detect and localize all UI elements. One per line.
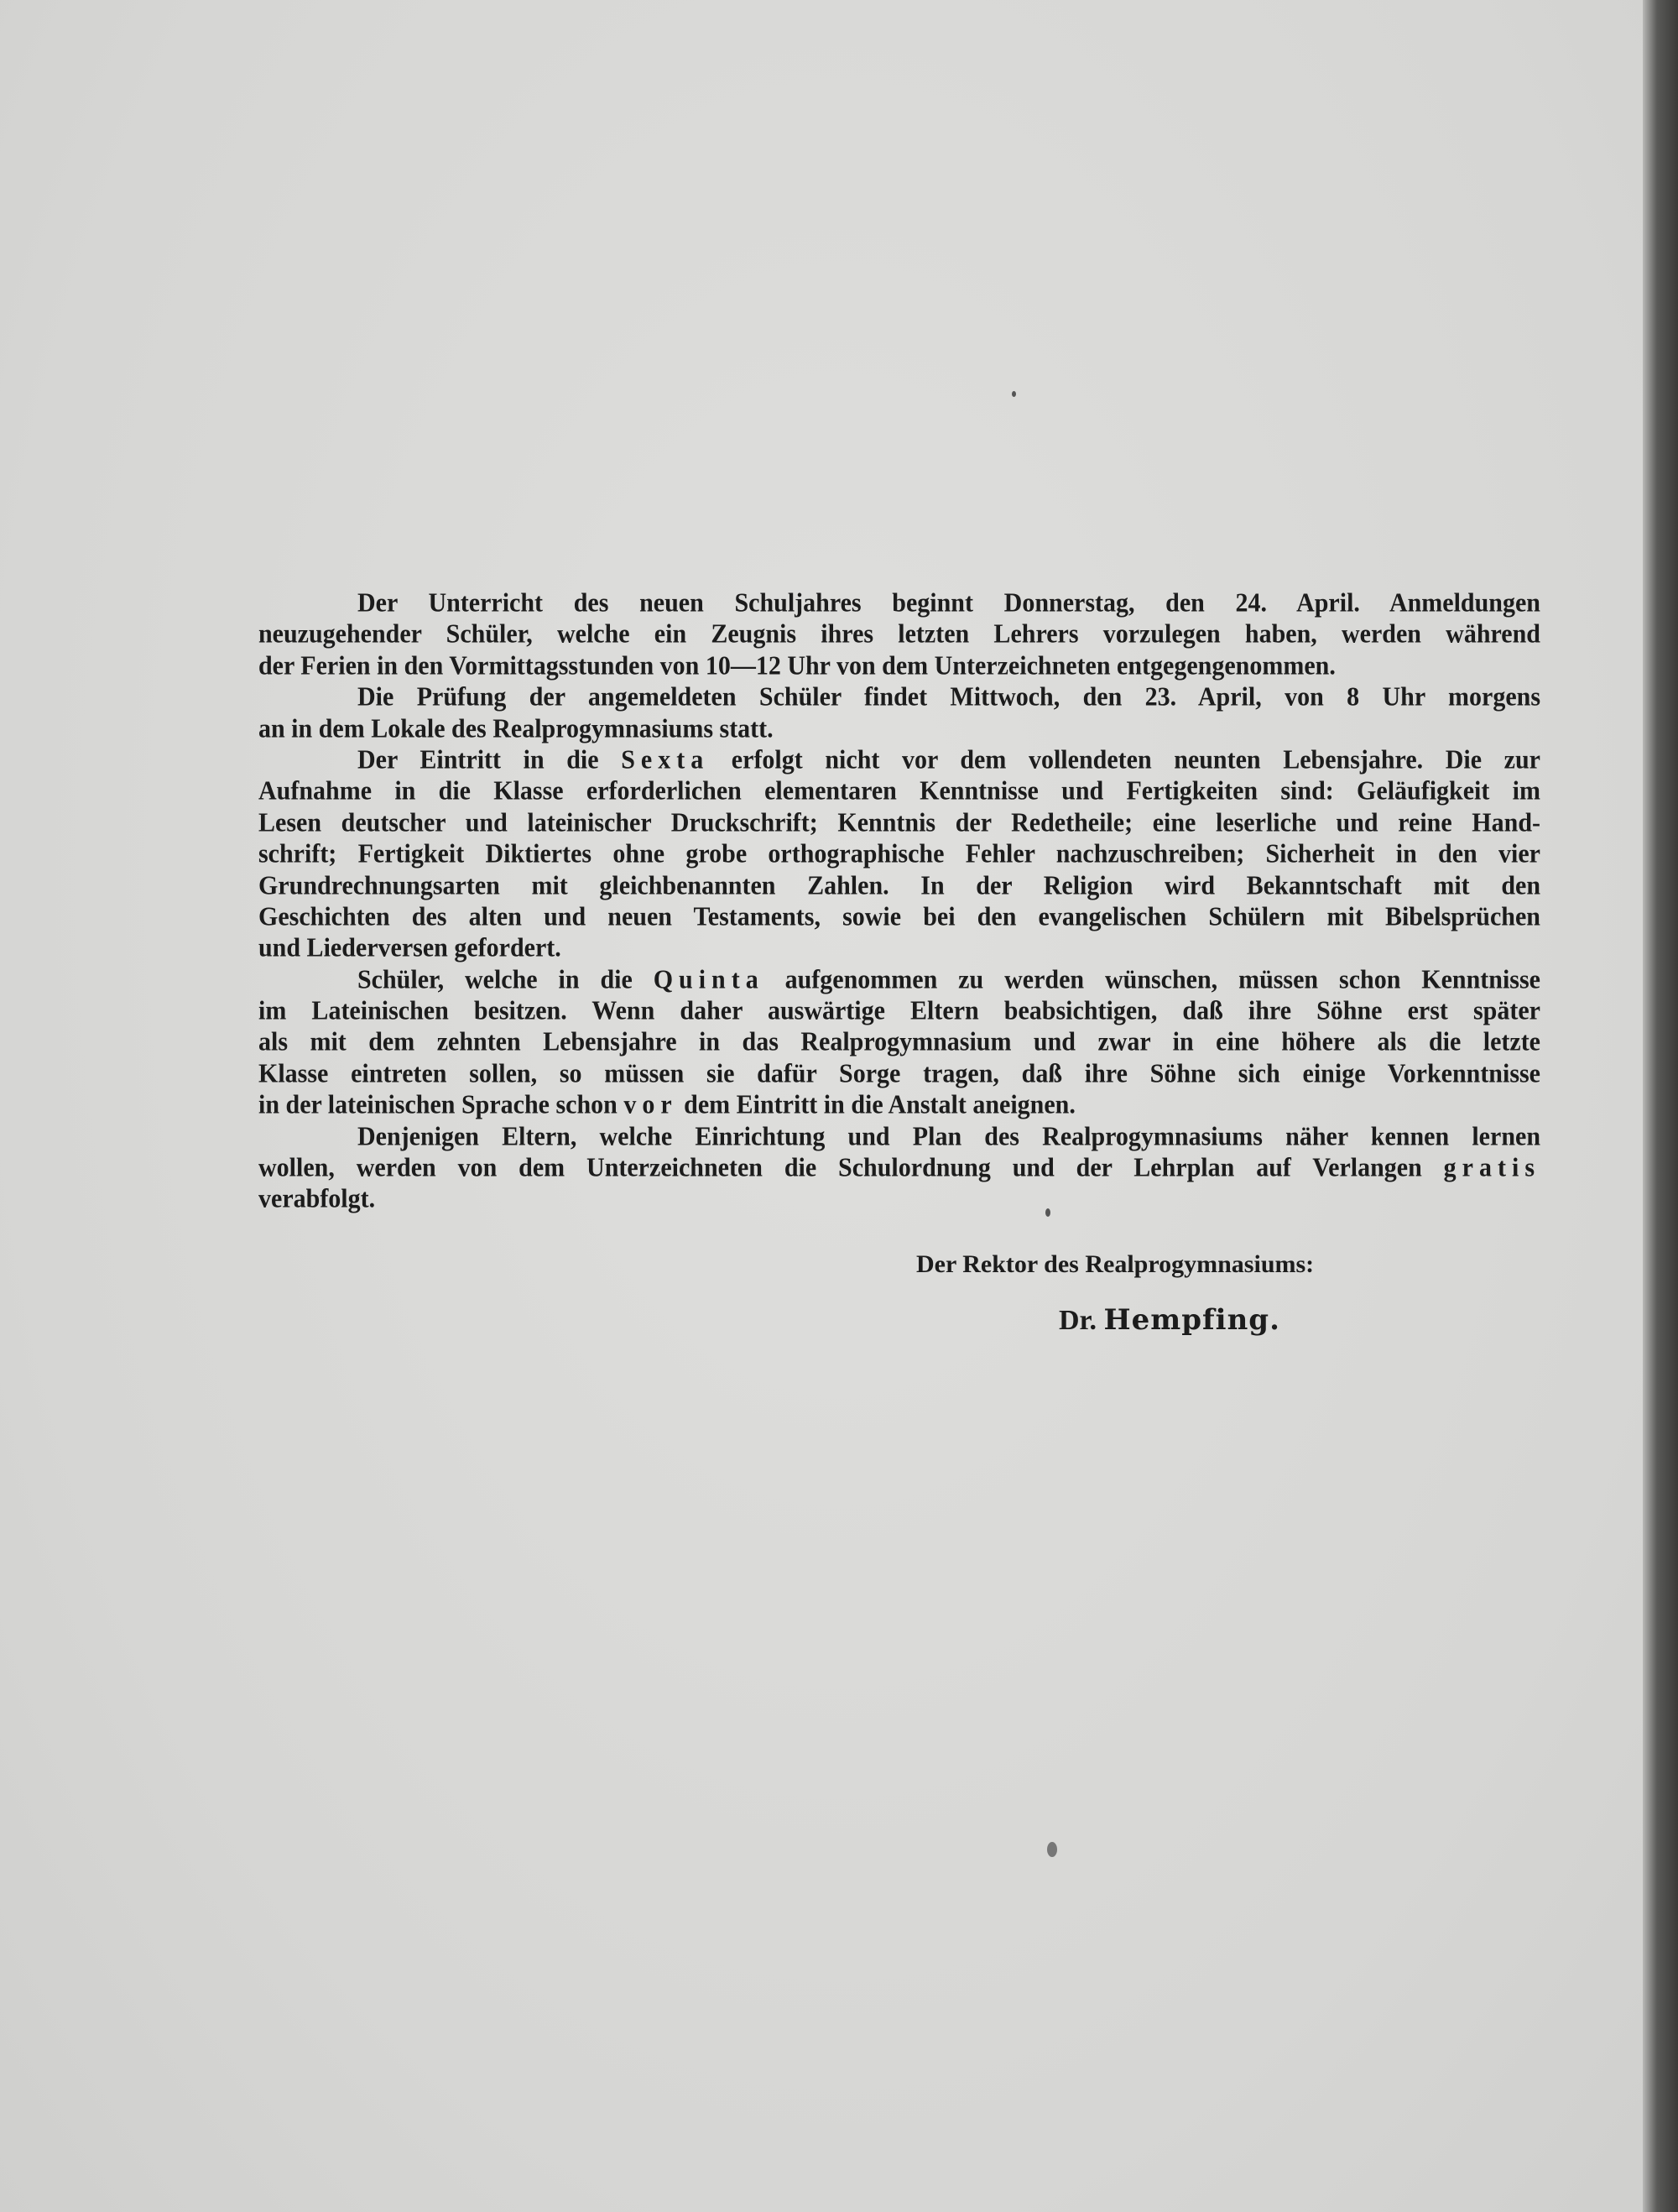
text-segment: Grundrechnungsarten mit gleichbenannten Zahlen. In der Religion wird Bekanntschaft mit den xyxy=(258,870,1540,900)
text-line xyxy=(258,837,1540,870)
text-line xyxy=(258,775,1540,807)
print-speck xyxy=(1047,1842,1057,1857)
document-body xyxy=(258,587,1540,1215)
text-segment: dem Eintritt in die Anstalt aneignen. xyxy=(677,1090,1076,1120)
text-line xyxy=(258,1182,1540,1215)
text-segment: im Lateinischen besitzen. Wenn daher auswärtige Eltern beabsichtigen, daß ihre Söhne erst später xyxy=(258,996,1540,1025)
text-segment: Geschichten des alten und neuen Testaments, sowie bei den evangelischen Schülern mit Bibelsprüchen xyxy=(258,902,1540,931)
emphasized-word: vor xyxy=(623,1090,678,1120)
text-segment: schrift; Fertigkeit Diktiertes ohne grobe orthographische Fehler nachzuschreiben; Sicherheit in den vier xyxy=(258,839,1540,869)
text-line xyxy=(258,618,1540,650)
text-segment: Die Prüfung der angemeldeten Schüler findet Mittwoch, den 23. April, von 8 Uhr morgens xyxy=(357,682,1540,712)
text-line xyxy=(258,806,1540,839)
text-line xyxy=(258,681,1540,713)
text-segment: Denjenigen Eltern, welche Einrichtung und Plan des Realprogymnasiums näher kennen lernen xyxy=(357,1121,1540,1151)
text-segment: wollen, werden von dem Unterzeichneten die Schulordnung und der Lehrplan auf Verlangen xyxy=(258,1153,1444,1182)
text-line xyxy=(258,650,1540,682)
text-segment: aufgenommen zu werden wünschen, müssen schon Kenntnisse xyxy=(763,964,1540,994)
text-line xyxy=(258,1057,1540,1090)
text-line xyxy=(258,1151,1540,1184)
text-segment: in der lateinischen Sprache schon xyxy=(258,1090,624,1120)
text-segment: verabfolgt. xyxy=(258,1184,376,1214)
signature-name xyxy=(1059,1303,1280,1337)
text-segment: und Liederversen gefordert. xyxy=(258,933,561,963)
text-line xyxy=(258,1120,1540,1153)
emphasized-word: Sexta xyxy=(621,745,710,775)
print-speck xyxy=(1012,391,1016,397)
text-line xyxy=(258,869,1540,902)
text-segment: Aufnahme in die Klasse erforderlichen elementaren Kenntnisse und Fertigkeiten sind: Geläufigkeit im xyxy=(258,776,1540,806)
text-segment: als mit dem zehnten Lebensjahre in das Realprogymnasium und zwar in eine höhere als die letzte xyxy=(258,1027,1540,1057)
text-line xyxy=(258,963,1540,996)
text-line xyxy=(258,900,1540,933)
text-line xyxy=(258,587,1540,619)
text-line xyxy=(258,994,1540,1027)
text-line xyxy=(258,743,1540,776)
signature-title: Der Rektor des Realprogymnasiums: xyxy=(916,1250,1315,1278)
signature-surname: Hempfing. xyxy=(1103,1303,1280,1337)
text-segment: der Ferien in den Vormittagsstunden von 10—12 Uhr von dem Unterzeichneten entgegengenommen. xyxy=(258,650,1336,681)
text-line xyxy=(258,1026,1540,1059)
text-segment: neuzugehender Schüler, welche ein Zeugnis ihres letzten Lehrers vorzulegen haben, werden während xyxy=(258,619,1540,650)
signature-prefix: Dr. xyxy=(1059,1305,1097,1336)
text-line xyxy=(258,931,1540,964)
text-segment: Der Eintritt in die xyxy=(357,745,622,775)
text-line xyxy=(258,712,1540,745)
text-segment: an in dem Lokale des Realprogymnasiums statt. xyxy=(258,713,774,743)
text-segment: Lesen deutscher und lateinischer Druckschrift; Kenntnis der Redetheile; eine leserliche und reine Hand- xyxy=(258,807,1540,837)
text-segment: erfolgt nicht vor dem vollendeten neunten Lebensjahre. Die zur xyxy=(709,745,1540,775)
text-line xyxy=(258,1088,1540,1121)
emphasized-word: gratis xyxy=(1443,1153,1540,1182)
text-segment: Klasse eintreten sollen, so müssen sie dafür Sorge tragen, daß ihre Söhne sich einige Vorkenntnisse xyxy=(258,1059,1540,1088)
text-segment: Der Unterricht des neuen Schuljahres beginnt Donnerstag, den 24. April. Anmeldungen xyxy=(357,588,1540,618)
text-segment: Schüler, welche in die xyxy=(357,964,654,994)
emphasized-word: Quinta xyxy=(653,964,764,994)
page-edge-shadow xyxy=(1643,0,1678,2212)
